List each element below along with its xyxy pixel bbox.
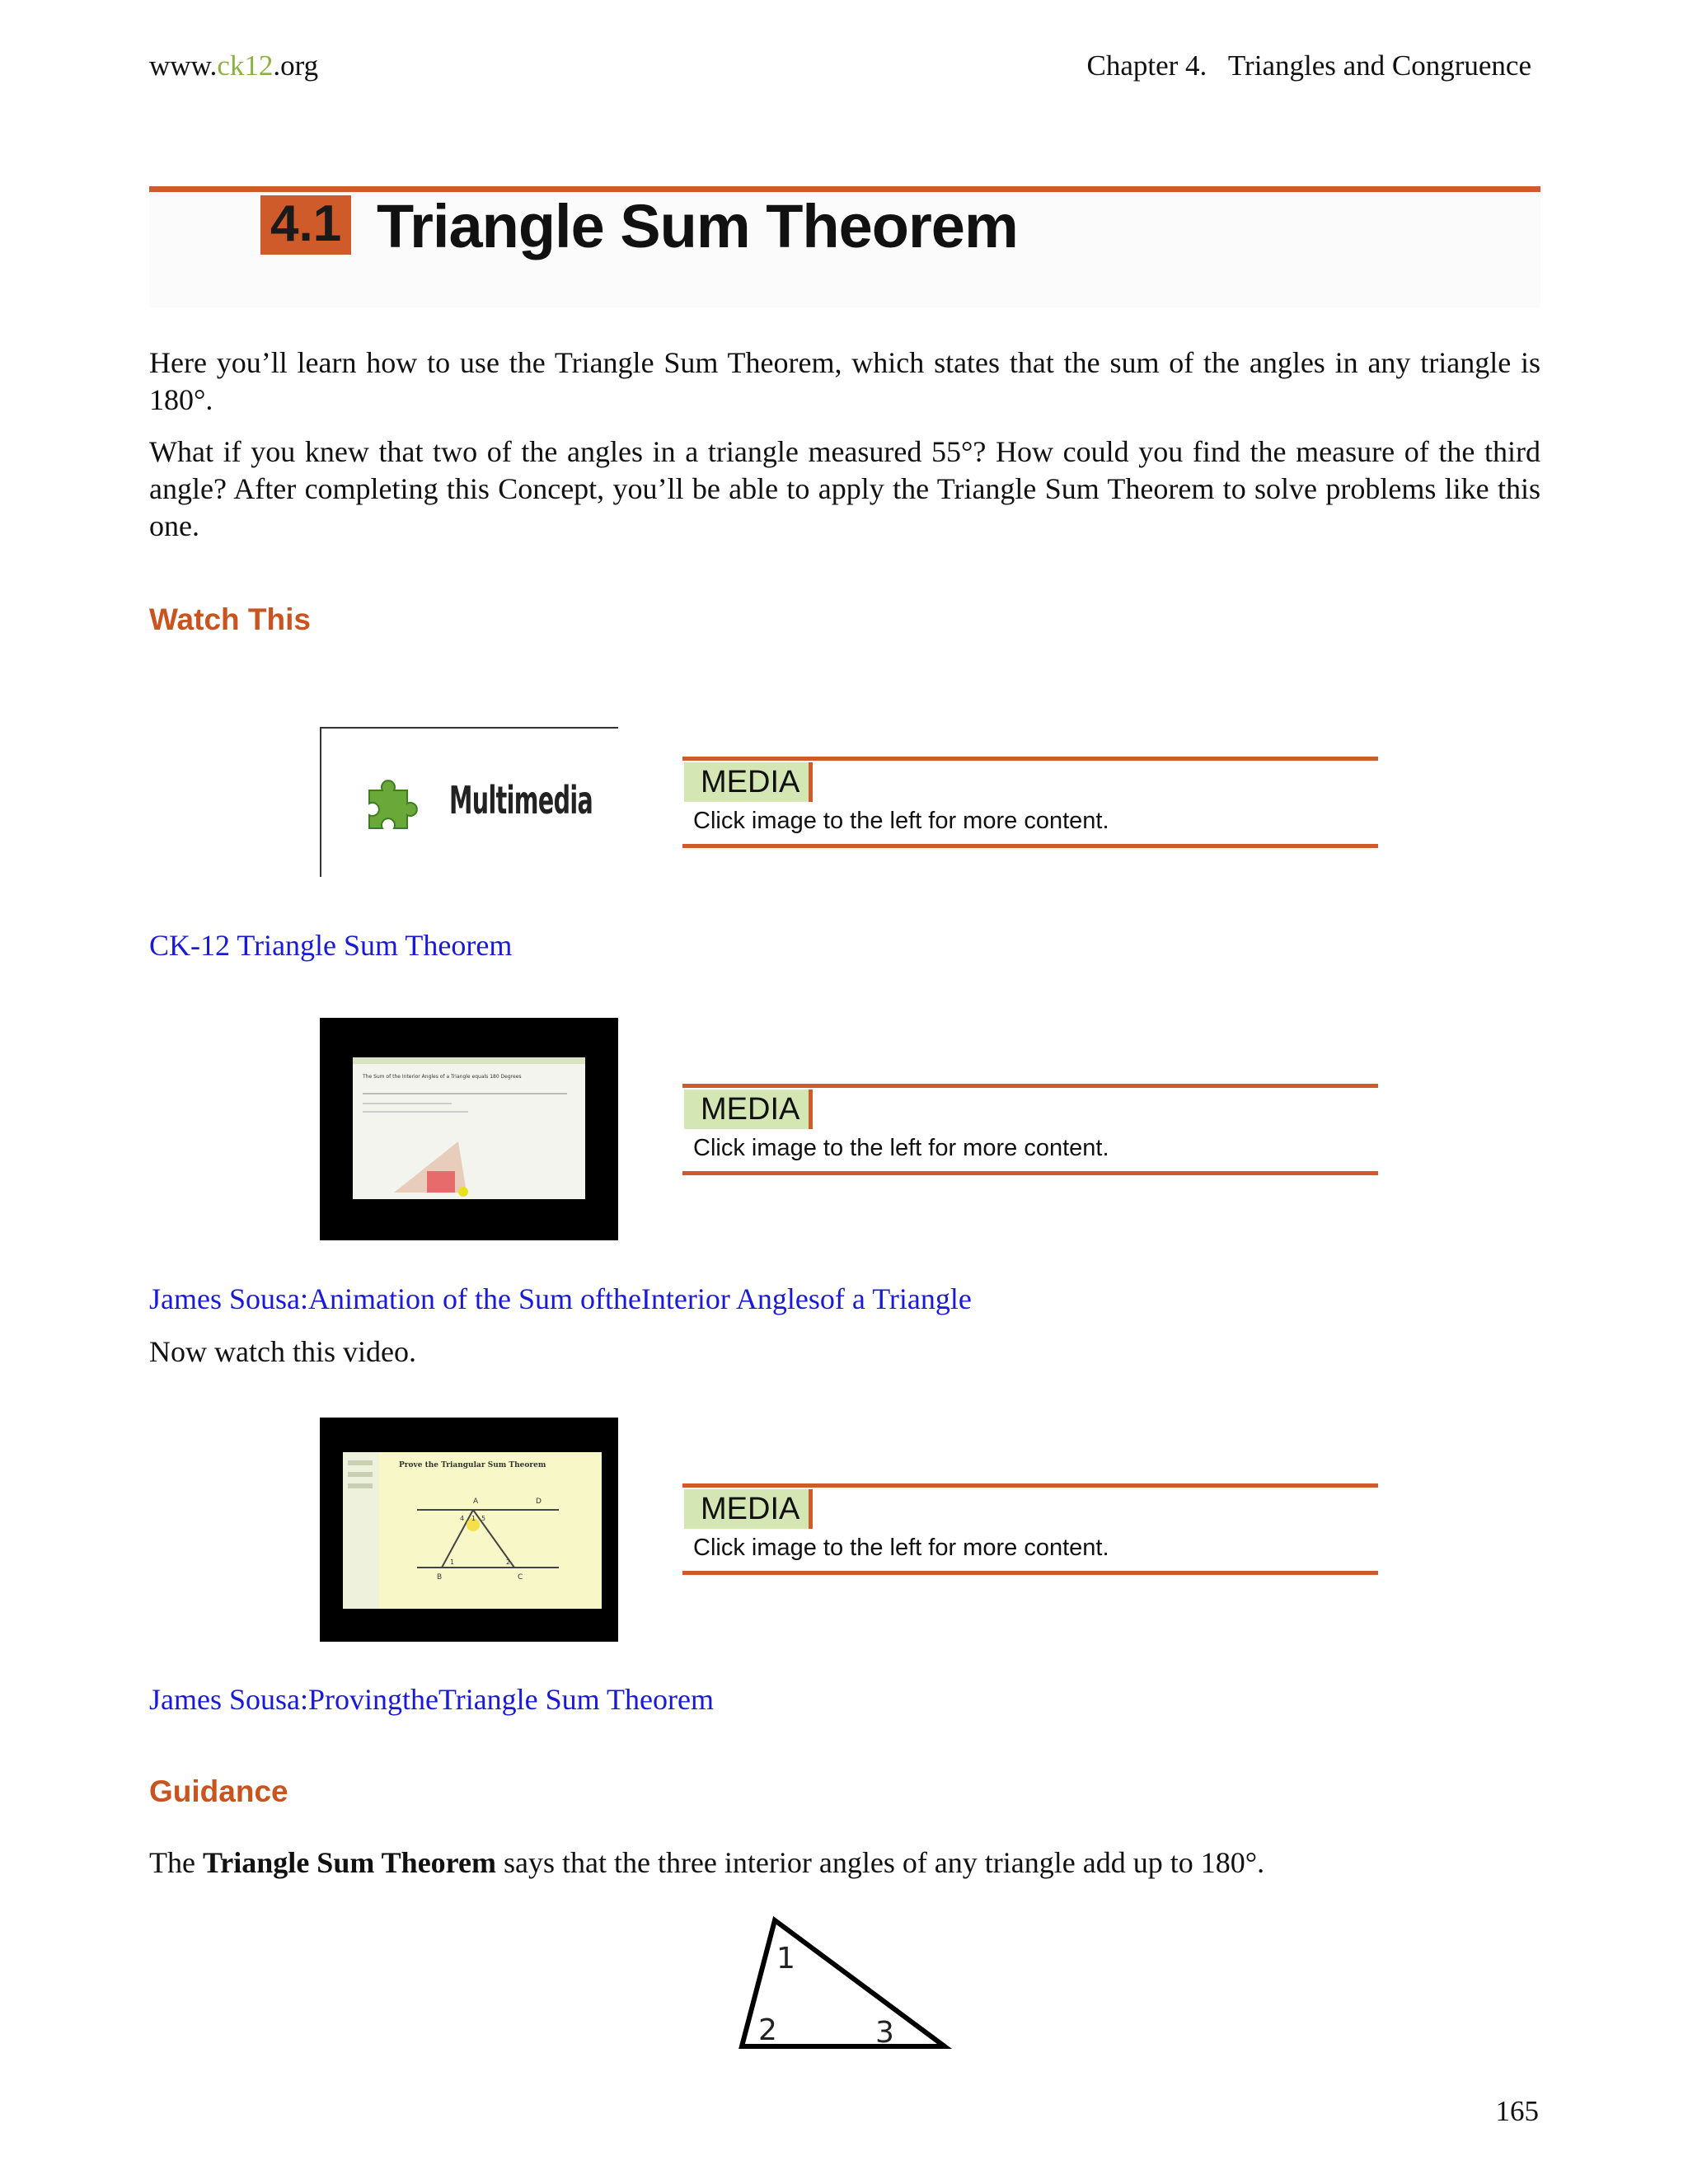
site-url[interactable] bbox=[149, 49, 318, 82]
link-sousa-animation[interactable]: James Sousa:Animation of the Sum oftheInterior Anglesof a Triangle bbox=[149, 1282, 972, 1315]
site-prefix: www. bbox=[149, 49, 218, 82]
media-box-1 bbox=[682, 757, 1378, 849]
angle-5: 5 bbox=[481, 1515, 486, 1522]
media-note: Click image to the left for more content. bbox=[693, 808, 1109, 834]
angle-2: 2 bbox=[506, 1558, 511, 1566]
angle-4: 4 bbox=[460, 1515, 465, 1522]
media-bottom-rule bbox=[682, 844, 1378, 848]
angle-label-3: 3 bbox=[875, 2016, 894, 2050]
puzzle-icon bbox=[361, 774, 424, 837]
multimedia-label: Multimedia bbox=[449, 778, 593, 823]
angle-1-top: 1 bbox=[471, 1515, 476, 1522]
point-c: C bbox=[518, 1573, 523, 1582]
angle-label-1: 1 bbox=[776, 1942, 795, 1975]
media-bottom-rule bbox=[682, 1171, 1378, 1175]
now-watch-text: Now watch this video. bbox=[149, 1335, 416, 1368]
media-note: Click image to the left for more content. bbox=[693, 1135, 1109, 1161]
media-top-rule bbox=[682, 757, 1378, 761]
media-note: Click image to the left for more content. bbox=[693, 1535, 1109, 1561]
media-bottom-rule bbox=[682, 1571, 1378, 1575]
point-a: A bbox=[473, 1497, 479, 1506]
media-box-3 bbox=[682, 1483, 1378, 1576]
video-thumbnail-animation[interactable] bbox=[320, 1018, 618, 1240]
video-frame-animation bbox=[320, 1018, 618, 1240]
video-thumbnail-multimedia[interactable] bbox=[320, 727, 618, 877]
intro-paragraph-1: Here you’ll learn how to use the Triangle Sum Theorem, which states that the sum of the angles in any triangle is 180°. bbox=[149, 346, 1540, 416]
link-ck12-triangle-sum[interactable]: CK-12 Triangle Sum Theorem bbox=[149, 929, 513, 962]
angle-1-bottom: 1 bbox=[450, 1558, 455, 1566]
guidance-heading: Guidance bbox=[149, 1774, 288, 1808]
media-tag: MEDIA bbox=[684, 762, 813, 802]
video-frame-proving bbox=[320, 1418, 618, 1642]
point-b: B bbox=[437, 1573, 443, 1582]
media-top-rule bbox=[682, 1483, 1378, 1488]
media-tag: MEDIA bbox=[684, 1489, 813, 1529]
guidance-paragraph: The Triangle Sum Theorem says that the three interior angles of any triangle add up to 180°. bbox=[149, 1846, 1265, 1879]
link-sousa-proving[interactable]: James Sousa:ProvingtheTriangle Sum Theorem bbox=[149, 1683, 714, 1716]
section-title: Triangle Sum Theorem bbox=[377, 192, 1018, 260]
point-d: D bbox=[536, 1497, 542, 1506]
site-suffix: .org bbox=[273, 49, 319, 82]
section-number: 4.1 bbox=[260, 195, 351, 255]
page-number: 165 bbox=[1495, 2095, 1539, 2127]
animation-caption: The Sum of the Interior Angles of a Triangle equals 180 Degrees bbox=[363, 1074, 522, 1080]
intro-paragraph-2: What if you knew that two of the angles in a triangle measured 55°? How could you find the measure of the third angle? After completing this Concept, you’ll be able to apply the Triangle Sum Theorem to solve problems like this one. bbox=[149, 435, 1540, 542]
media-top-rule bbox=[682, 1084, 1378, 1088]
video-thumbnail-proving[interactable] bbox=[320, 1418, 618, 1642]
media-tag: MEDIA bbox=[684, 1090, 813, 1129]
proving-caption: Prove the Triangular Sum Theorem bbox=[399, 1461, 546, 1469]
angle-label-2: 2 bbox=[758, 2013, 777, 2047]
chapter-heading: Chapter 4. Triangles and Congruence bbox=[1086, 49, 1531, 82]
theorem-name: Triangle Sum Theorem bbox=[202, 1846, 496, 1879]
triangle-figure bbox=[734, 1910, 956, 2055]
watch-this-heading: Watch This bbox=[149, 602, 311, 636]
media-box-2 bbox=[682, 1084, 1378, 1176]
site-brand: ck12 bbox=[217, 49, 274, 82]
